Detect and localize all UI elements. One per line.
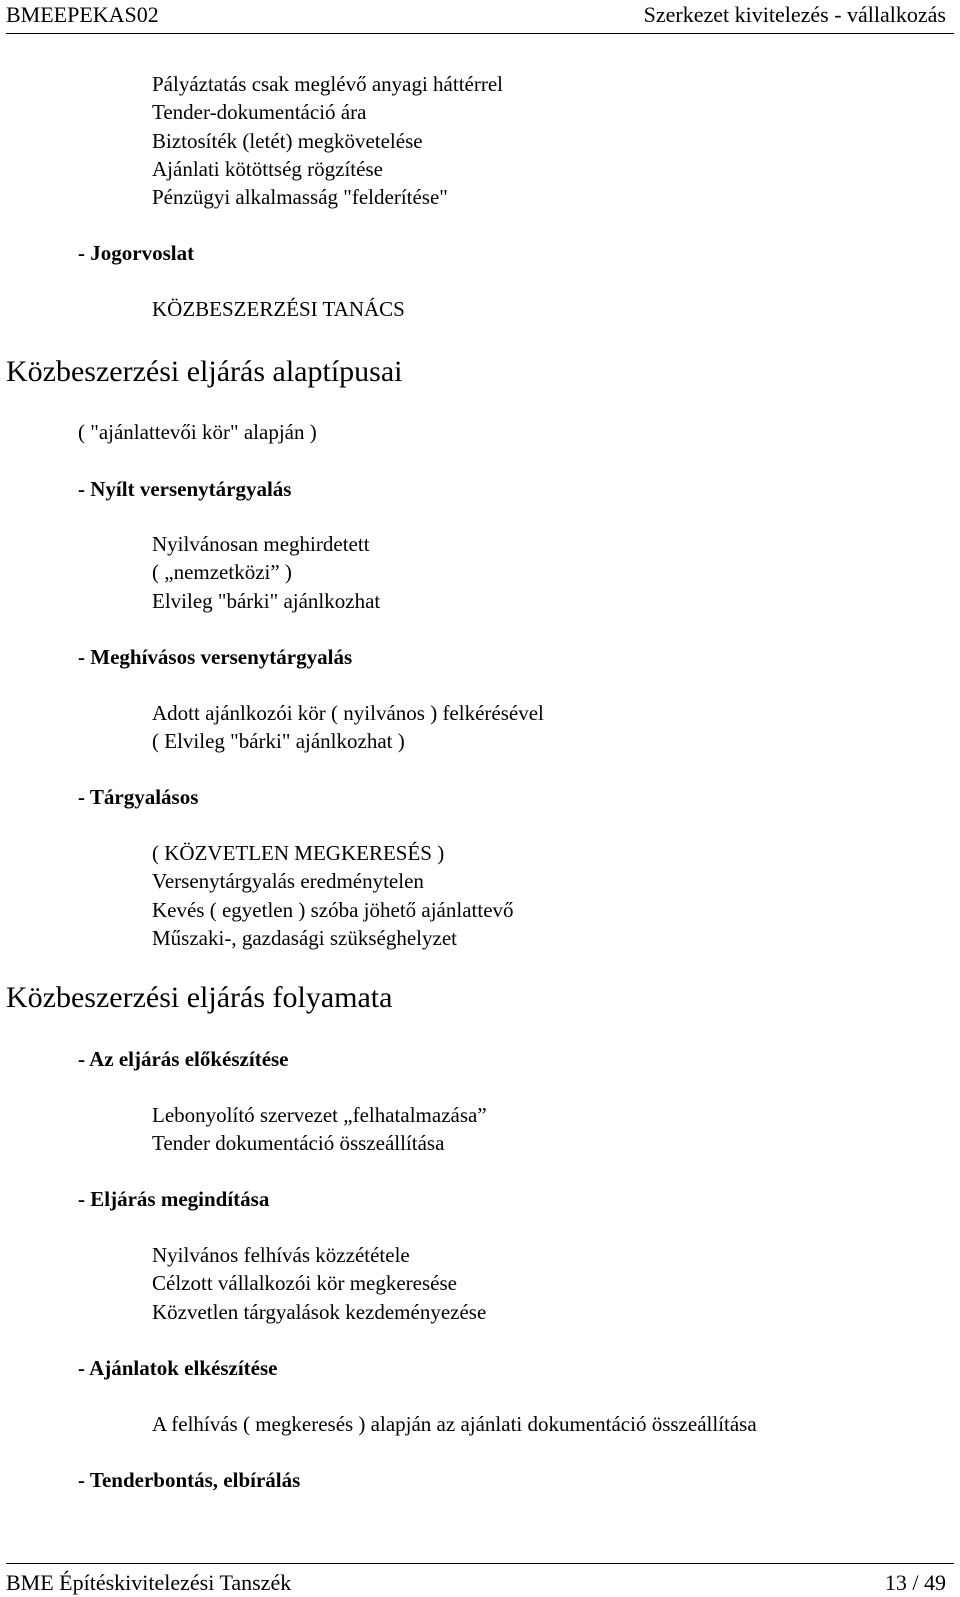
section-heading-alaptipusai: Közbeszerzési eljárás alaptípusai xyxy=(6,355,403,388)
text-block-ajanlattevoi xyxy=(78,418,317,446)
text-block-meghivasos xyxy=(152,699,544,756)
text-line: Nyilvánosan meghirdetett xyxy=(152,532,370,556)
text-line: Pályáztatás csak meglévő anyagi háttérrel xyxy=(152,72,504,96)
text-block-meginditas xyxy=(152,1241,486,1326)
text-line: ( "ajánlattevői kör" alapján ) xyxy=(78,420,317,444)
text-block-ajanlatok xyxy=(152,1410,757,1438)
section-heading-folyamata: Közbeszerzési eljárás folyamata xyxy=(6,981,393,1014)
text-line: KÖZBESZERZÉSI TANÁCS xyxy=(152,297,405,321)
text-line: Elvileg "bárki" ajánlkozhat xyxy=(152,588,381,613)
text-line: Tender-dokumentáció ára xyxy=(152,100,367,125)
subheading-meginditas: - Eljárás megindítása xyxy=(78,1187,270,1211)
subheading-elokeszites: - Az eljárás előkészítése xyxy=(78,1047,289,1071)
text-line: Pénzügyi alkalmasság "felderítése" xyxy=(152,185,448,210)
text-line: Kevés ( egyetlen ) szóba jöhető ajánlattevő xyxy=(152,897,514,922)
subheading-tenderbontas: - Tenderbontás, elbírálás xyxy=(78,1468,301,1492)
text-line: Nyilvános felhívás közzététele xyxy=(152,1243,410,1267)
subheading-ajanlatok: - Ajánlatok elkészítése xyxy=(78,1356,278,1380)
header-rule xyxy=(6,33,954,34)
text-line: Biztosíték (letét) megkövetelése xyxy=(152,128,423,153)
document-title: Szerkezet kivitelezés - vállalkozás xyxy=(643,2,946,27)
text-line: Műszaki-, gazdasági szükséghelyzet xyxy=(152,925,457,950)
page-header xyxy=(0,0,960,36)
text-line: Ajánlati kötöttség rögzítése xyxy=(152,156,383,181)
text-line: ( „nemzetközi” ) xyxy=(152,560,292,585)
subheading-meghivasos: - Meghívásos versenytárgyalás xyxy=(78,645,353,669)
text-line: ( KÖZVETLEN MEGKERESÉS ) xyxy=(152,841,445,865)
text-line: Lebonyolító szervezet „felhatalmazása” xyxy=(152,1103,487,1127)
footer-rule xyxy=(6,1563,954,1564)
text-line: Versenytárgyalás eredménytelen xyxy=(152,869,424,894)
text-line: Célzott vállalkozói kör megkeresése xyxy=(152,1271,457,1296)
department-name: BME Építéskivitelezési Tanszék xyxy=(6,1570,292,1595)
text-block-tanacs xyxy=(152,295,405,323)
text-block-nyilt xyxy=(152,530,380,615)
text-line: Közvetlen tárgyalások kezdeményezése xyxy=(152,1299,487,1324)
text-block-elokeszites xyxy=(152,1101,487,1158)
text-line: ( Elvileg "bárki" ajánlkozhat ) xyxy=(152,729,405,754)
text-block-funding xyxy=(152,70,503,211)
text-block-targyalasos xyxy=(152,839,514,952)
subheading-nyilt: - Nyílt versenytárgyalás xyxy=(78,477,292,501)
text-line: Adott ajánlkozói kör ( nyilvános ) felkérésével xyxy=(152,701,544,725)
subheading-jogorvoslat: - Jogorvoslat xyxy=(78,241,195,265)
page-number: 13 / 49 xyxy=(884,1570,946,1595)
course-code: BMEEPEKAS02 xyxy=(6,2,159,27)
subheading-targyalasos: - Tárgyalásos xyxy=(78,785,199,809)
text-line: A felhívás ( megkeresés ) alapján az ajánlati dokumentáció összeállítása xyxy=(152,1412,757,1436)
text-line: Tender dokumentáció összeállítása xyxy=(152,1131,445,1156)
